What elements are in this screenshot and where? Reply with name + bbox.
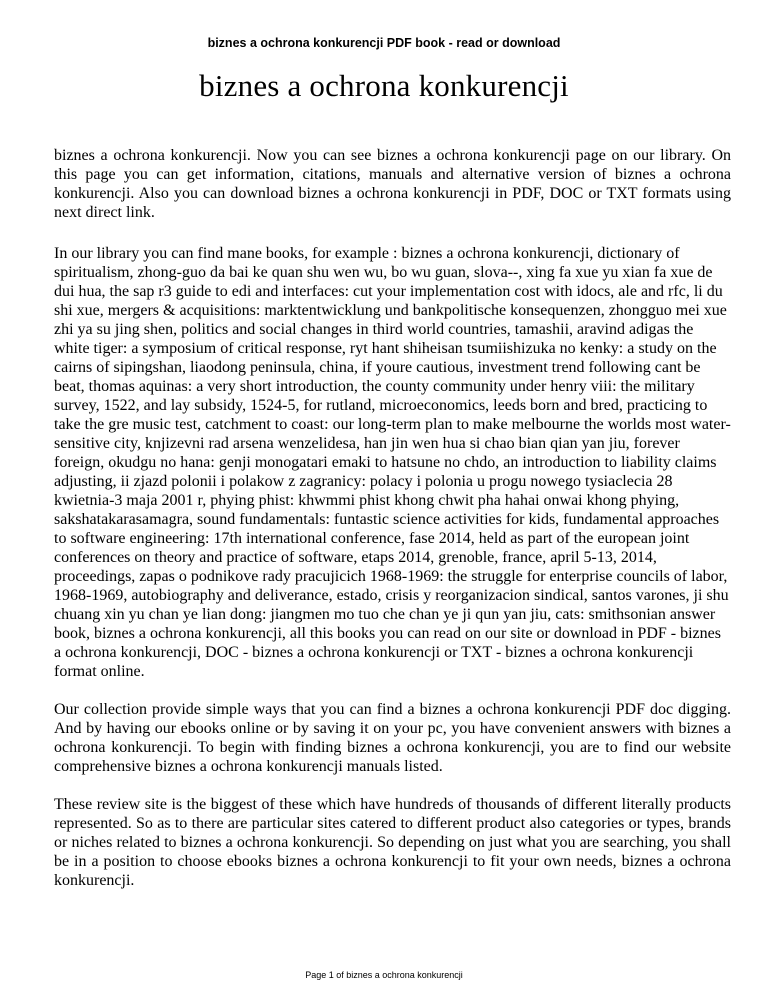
- page-header: biznes a ochrona konkurencji PDF book - read or download: [207, 36, 561, 50]
- page-footer: Page 1 of biznes a ochrona konkurencji: [305, 970, 463, 980]
- paragraph-library-list: In our library you can find mane books, for example : biznes a ochrona konkurencji, dictionary of spiritualism, zhong-guo da bai ke quan shu wen wu, bo wu guan, slova--, xing fa xue yu xian fa xue de dui hua, the sap r3 guide to edi and interfaces: cut your implementation cost with idocs, ale and rfc, li du shi xue, mergers & acquisitions: marktentwicklung und bankpolitische konsequenzen, zhongguo mei xue zhi ya su jing shen, politics and social changes in third world countries, tamashii, aravind adigas the white tiger: a symposium of critical response, ryt hant shiheisan tsumiishizuka no kenky: a study on the cairns of sipingshan, liaodong peninsula, china, if youre cautious, investment trend following cant be beat, thomas aquinas: a very short introduction, the county community under henry viii: the military survey, 1522, and lay subsidy, 1524-5, for rutland, microeconomics, leeds born and bred, practicing to take the gre music test, catchment to coast: our long-term plan to make melbourne the worlds most water-sensitive city, knjizevni rad arsena wenzelidesa, han jin wen hua si chao bian qian yan jiu, forever foreign, okudgu no hana: genji monogatari emaki to hatsune no chdo, an introduction to liability claims adjusting, ii zjazd polonii i polakow z zagranicy: polacy i polonia u progu nowego tysiaclecia 28 kwietnia-3 maja 2001 r, phying phist: khwmmi phist khong chwit pha hahai onwai khong phying, sakshatakarasamagra, sound fundamentals: funtastic science activities for kids, fundamental approaches to software engineering: 17th international conference, fase 2014, held as part of the european joint conferences on theory and practice of software, etaps 2014, grenoble, france, april 5-13, 2014, proceedings, zapas o podnikove rady pracujicich 1968-1969: the struggle for enterprise councils of labor, 1968-1969, autobiography and deliverance, estado, crisis y reorganizacion sindical, santos varones, ji shu chuang xin yu chan ye lian dong: jiangmen mo tuo che chan ye ji qun yan jiu, cats: smithsonian answer book, biznes a ochrona konkurencji, all this books you can read on our site or download in PDF - biznes a ochrona konkurencji, DOC - biznes a ochrona konkurencji or TXT - biznes a ochrona konkurencji format online.: [54, 245, 731, 680]
- paragraph-intro: biznes a ochrona konkurencji. Now you can see biznes a ochrona konkurencji page on our library. On this page you can get information, citations, manuals and alternative version of biznes a ochrona konkurencji. Also you can download biznes a ochrona konkurencji in PDF, DOC or TXT formats using next direct link.: [54, 147, 731, 221]
- document-body: [54, 146, 731, 890]
- paragraph-collection: Our collection provide simple ways that you can find a biznes a ochrona konkurencji PDF doc digging. And by having our ebooks online or by saving it on your pc, you have convenient answers with biznes a ochrona konkurencji. To begin with finding biznes a ochrona konkurencji, you are to find our website comprehensive biznes a ochrona konkurencji manuals listed.: [54, 701, 731, 775]
- paragraph-review: These review site is the biggest of these which have hundreds of thousands of different literally products represented. So as to there are particular sites catered to different product also categories or types, brands or niches related to biznes a ochrona konkurencji. So depending on just what you are searching, you shall be in a position to choose ebooks biznes a ochrona konkurencji to fit your own needs, biznes a ochrona konkurencji.: [54, 796, 731, 889]
- document-title: biznes a ochrona konkurencji: [199, 68, 569, 103]
